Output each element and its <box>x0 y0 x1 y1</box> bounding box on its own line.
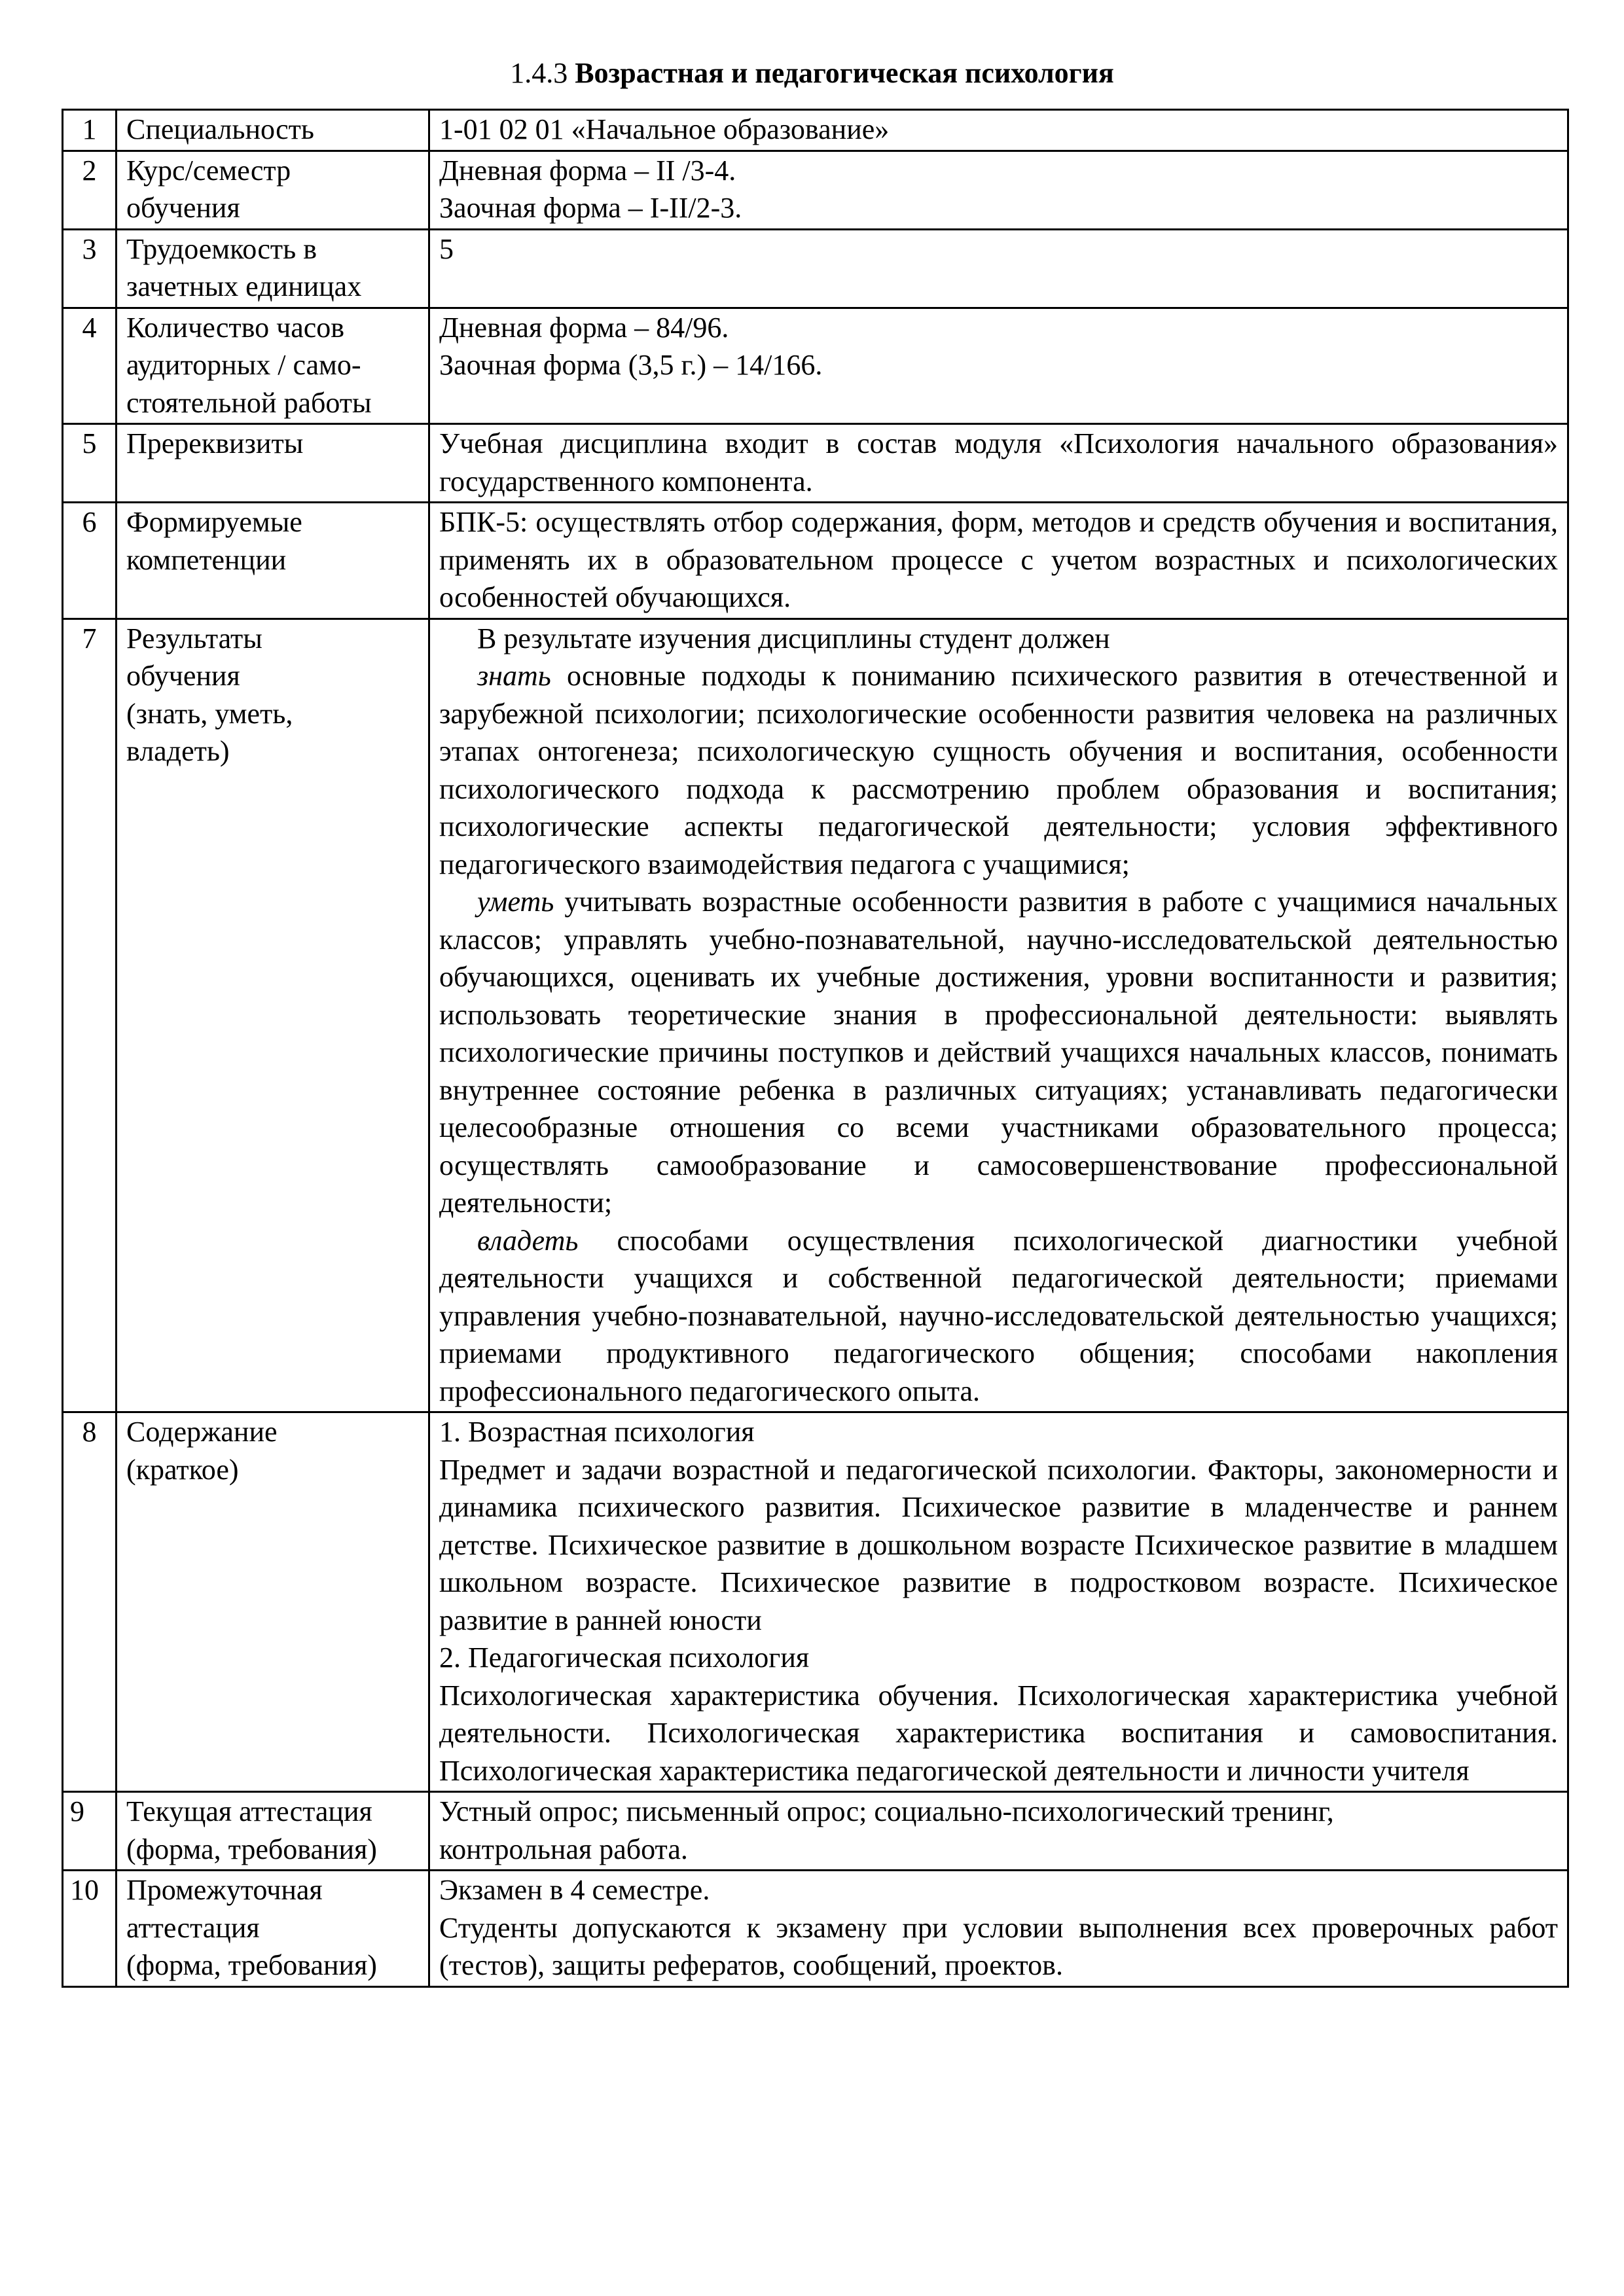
row-number: 9 <box>63 1792 117 1871</box>
label-line: Специальность <box>126 113 314 145</box>
value-line: Устный опрос; письменный опрос; социально-психологический тренинг, <box>439 1795 1334 1827</box>
row-label <box>117 1871 429 1987</box>
row-value <box>429 1871 1568 1987</box>
row-value <box>429 1792 1568 1871</box>
row-value <box>429 503 1568 619</box>
row-number: 2 <box>63 151 117 229</box>
row-label <box>117 424 429 503</box>
row-label <box>117 151 429 229</box>
table-row <box>63 503 1568 619</box>
row-number: 4 <box>63 308 117 424</box>
label-line: Количество часов <box>126 311 345 344</box>
table-row <box>63 424 1568 503</box>
label-line: (краткое) <box>126 1453 239 1486</box>
label-line: обучения <box>126 192 240 224</box>
own-keyword: владеть <box>477 1224 579 1257</box>
label-line: Содержание <box>126 1416 278 1448</box>
row-label <box>117 229 429 308</box>
row-number: 5 <box>63 424 117 503</box>
row-number: 10 <box>63 1871 117 1987</box>
results-able <box>439 883 1558 1222</box>
content-section-text: Предмет и задачи возрастной и педагогической психологии. Факторы, закономерности и динамика психического развития. Психическое развитие в младенчестве и раннем детстве. Психическое развитие в дошкольном возрасте Психическое развитие в младшем школьном возрасте. Психическое развитие в подростковом возрасте. Психическое развитие в ранней юности <box>439 1453 1558 1636</box>
label-line: аттестация <box>126 1911 260 1944</box>
results-know <box>439 657 1558 883</box>
value-line: 5 <box>439 232 454 265</box>
row-value <box>429 151 1568 229</box>
label-line: (знать, уметь, <box>126 697 293 730</box>
label-line: владеть) <box>126 735 230 767</box>
table-row <box>63 229 1568 308</box>
content-section-title: 2. Педагогическая психология <box>439 1641 810 1674</box>
label-line: Формируемые <box>126 506 302 538</box>
section-number: 1.4.3 <box>510 57 568 89</box>
table-row <box>63 1871 1568 1987</box>
able-keyword: уметь <box>477 886 554 918</box>
label-line: (форма, требования) <box>126 1833 377 1865</box>
label-line: Результаты <box>126 622 262 655</box>
value-line: Заочная форма – I-II/2-3. <box>439 192 742 224</box>
label-line: Курс/семестр <box>126 154 291 187</box>
label-line: Трудоемкость в <box>126 232 317 265</box>
value-line: Дневная форма – 84/96. <box>439 311 729 344</box>
row-value <box>429 110 1568 151</box>
label-line: компетенции <box>126 543 287 576</box>
label-line: (форма, требования) <box>126 1949 377 1981</box>
label-line: стоятельной работы <box>126 386 372 419</box>
label-line: аудиторных / само- <box>126 349 361 381</box>
value-line: 1-01 02 01 «Начальное образование» <box>439 113 890 145</box>
discipline-table <box>62 109 1569 1988</box>
row-value <box>429 229 1568 308</box>
table-row <box>63 151 1568 229</box>
row-number: 7 <box>63 619 117 1412</box>
value-line: контрольная работа. <box>439 1833 688 1865</box>
able-text: учитывать возрастные особенности развития в работе с учащимися начальных классов; управлять учебно-познавательной, научно-исследовательской деятельностью обучающихся, оценивать их учебные достижения, уровни воспитанности и развития; использовать теоретические знания в профессиональной деятельности: выявлять психологические причины поступков и действий учащихся начальных классов, понимать внутреннее состояние ребенка в различных ситуациях; устанавливать педагогически целесообразные отношения со всеми участниками образовательного процесса; осуществлять самообразование и самосовершенствование профессиональной деятельности; <box>439 886 1558 1219</box>
row-label <box>117 1792 429 1871</box>
table-row <box>63 308 1568 424</box>
table-row <box>63 619 1568 1412</box>
row-label <box>117 110 429 151</box>
value-paragraph: Учебная дисциплина входит в состав модуля «Психология начального образования» государственного компонента. <box>439 427 1558 497</box>
row-number: 8 <box>63 1412 117 1792</box>
row-label <box>117 619 429 1412</box>
value-paragraph: Студенты допускаются к экзамену при условии выполнения всех проверочных работ (тестов), защиты рефератов, сообщений, проектов. <box>439 1911 1558 1981</box>
know-keyword: знать <box>477 660 551 692</box>
table-row <box>63 110 1568 151</box>
page-title <box>0 55 1624 92</box>
row-value <box>429 308 1568 424</box>
content-section-title: 1. Возрастная психология <box>439 1416 755 1448</box>
row-number: 6 <box>63 503 117 619</box>
row-label <box>117 308 429 424</box>
label-line: Пререквизиты <box>126 427 304 459</box>
row-number: 3 <box>63 229 117 308</box>
row-label <box>117 1412 429 1792</box>
row-number: 1 <box>63 110 117 151</box>
value-line: Дневная форма – II /3-4. <box>439 154 736 187</box>
table-row <box>63 1792 1568 1871</box>
results-intro: В результате изучения дисциплины студент должен <box>477 622 1110 655</box>
row-label <box>117 503 429 619</box>
row-value <box>429 1412 1568 1792</box>
value-paragraph: Экзамен в 4 семестре. <box>439 1874 710 1906</box>
value-paragraph: БПК-5: осуществлять отбор содержания, форм, методов и средств обучения и воспитания, применять их в образовательном процессе с учетом возрастных и психологических особенностей обучающихся. <box>439 506 1558 613</box>
label-line: Текущая аттестация <box>126 1795 372 1827</box>
table-row <box>63 1412 1568 1792</box>
label-line: зачетных единицах <box>126 270 362 302</box>
label-line: Промежуточная <box>126 1874 323 1906</box>
row-value <box>429 424 1568 503</box>
own-text: способами осуществления психологической диагностики учебной деятельности учащихся и собственной педагогической деятельности; приемами управления учебно-познавательной, научно-исследовательской деятельностью учащихся; приемами продуктивного педагогического общения; способами накопления профессионального педагогического опыта. <box>439 1224 1558 1407</box>
know-text: основные подходы к пониманию психического развития в отечественной и зарубежной психологии; психологические особенности развития человека на различных этапах онтогенеза; психологическую сущность обучения и воспитания, особенности психологического подхода к рассмотрению проблем образования и воспитания; психологические аспекты педагогической деятельности; условия эффективного педагогического взаимодействия педагога с учащимися; <box>439 660 1558 880</box>
label-line: обучения <box>126 660 240 692</box>
content-section-text: Психологическая характеристика обучения. Психологическая характеристика учебной деятельности. Психологическая характеристика воспитания и самовоспитания. Психологическая характеристика педагогической деятельности и личности учителя <box>439 1679 1558 1787</box>
section-title: Возрастная и педагогическая психология <box>575 57 1114 89</box>
row-value <box>429 619 1568 1412</box>
results-own <box>439 1222 1558 1410</box>
value-line: Заочная форма (3,5 г.) – 14/166. <box>439 349 823 381</box>
